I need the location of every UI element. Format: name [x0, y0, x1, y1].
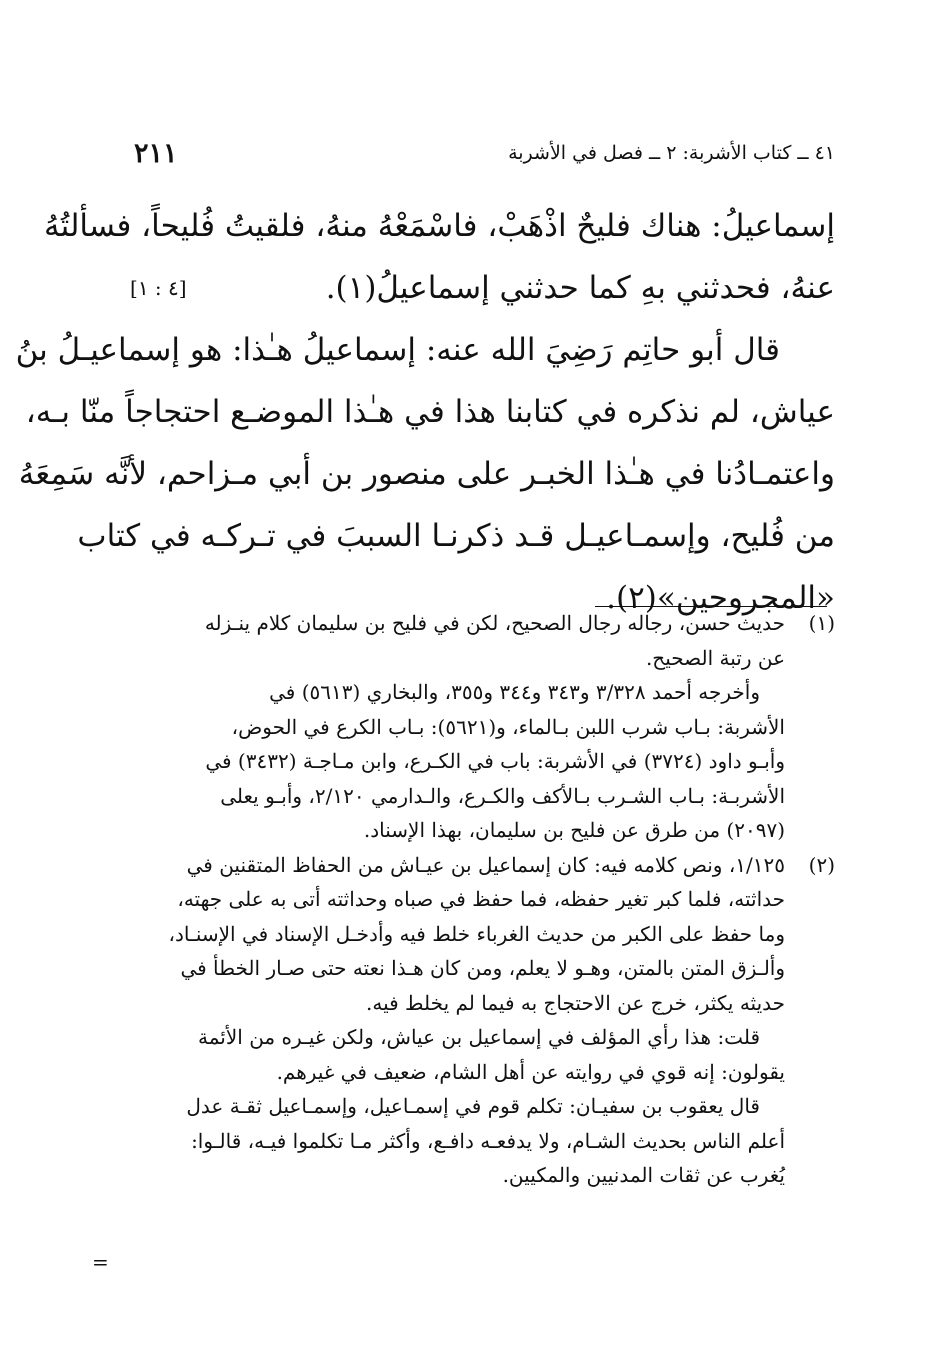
- page-header: [130, 138, 835, 174]
- footnote-line: [130, 710, 835, 745]
- footnote-text: أعلم الناس بحديث الشـام، ولا يدفعـه دافـع، وأكثر مـا تكلموا فيـه، قالـوا:: [191, 1128, 785, 1153]
- footnote-text: حداثته، فلما كبر تغير حفظه، فما حفظ في صباه وحداثته أتى به على جهته،: [177, 887, 785, 911]
- footnote-text: حديثه يكثر، خرج عن الاحتجاج به فيما لم يخلط فيه.: [366, 990, 785, 1015]
- footnote-text: وما حفظ على الكبر من حديث الغرباء خلط فيه وأدخـل الإسناد في الإسنـاد،: [168, 921, 785, 946]
- citation-reference: [٤ : ١]: [130, 276, 187, 300]
- footnote-text: قلت: هذا رأي المؤلف في إسماعيل بن عياش، ولكن غيـره من الأئمة: [198, 1025, 760, 1049]
- footnote-line: [130, 1089, 835, 1124]
- footnote-text: وألـزق المتن بالمتن، وهـو لا يعلم، ومن كان هـذا نعته حتى صـار الخطأ في: [180, 956, 785, 980]
- footnote-number: (٢): [808, 852, 835, 877]
- footnote-line: [130, 606, 835, 641]
- footnote-line: [130, 882, 835, 917]
- footnote-line: [130, 951, 835, 986]
- running-head: ٤١ ــ كتاب الأشربة: ٢ ــ فصل في الأشربة: [508, 142, 835, 164]
- main-line: من فُليح، وإسمـاعيـل قـد ذكرنـا السببَ في تـركـه في كتاب: [77, 518, 835, 554]
- footnote-line: [130, 986, 835, 1021]
- main-line: قال أبو حاتِم رَضِيَ الله عنه: إسماعيلُ هـٰذا: هو إسماعيـلُ بنُ: [15, 332, 780, 368]
- page-number: ٢١١: [134, 138, 178, 169]
- footnote-line: [130, 848, 835, 883]
- main-line: إسماعيلُ: هناك فليحٌ اذْهَبْ، فاسْمَعْهُ منهُ، فلقيتُ فُليحاً، فسألتُهُ: [43, 208, 835, 244]
- footnote-text: حديث حسن، رجاله رجال الصحيح، لكن في فليح بن سليمان كلام ينـزله: [204, 611, 785, 635]
- footnote-text: الأشربة: بـاب شرب اللبن بـالماء، و(٥٦٢١): بـاب الكرع في الحوض،: [231, 714, 785, 739]
- footnote-text: وأبـو داود (٣٧٢٤) في الأشربة: باب في الكـرع، وابن مـاجـة (٣٤٣٢) في: [205, 749, 785, 773]
- main-line: عياش، لم نذكره في كتابنا هذا في هـٰذا الموضـع احتجاجاً منّا بـه،: [25, 394, 835, 430]
- footnote-text: الأشربـة: بـاب الشـرب بـالأكف والكـرع، والـدارمي ٢/١٢٠، وأبـو يعلى: [220, 783, 785, 808]
- main-line-with-citation: [130, 257, 835, 319]
- footnote-line: [130, 813, 835, 848]
- main-line: «المجروحين»(٢).: [606, 580, 835, 616]
- footnote-line: [130, 675, 835, 710]
- margin-continuation-mark: =: [92, 1250, 109, 1274]
- footnote-text: يُغرب عن ثقات المدنيين والمكيين.: [502, 1163, 785, 1187]
- footnote-text: قال يعقوب بن سفيـان: تكلم قوم في إسمـاعيل، وإسمـاعيل ثقـة عدل: [186, 1094, 760, 1118]
- footnote-line: [130, 641, 835, 676]
- footnote-line: [130, 779, 835, 814]
- footnote-line: [130, 1020, 835, 1055]
- footnote-text: وأخرجه أحمد ٣/٣٢٨ و٣٤٣ و٣٤٤ و٣٥٥، والبخاري (٥٦١٣) في: [269, 680, 760, 704]
- footnotes: [130, 606, 835, 1193]
- footnote-line: [130, 1158, 835, 1193]
- footnote-number: (١): [808, 611, 835, 635]
- footnote-line: [130, 1055, 835, 1090]
- main-line: عنهُ، فحدثني بهِ كما حدثني إسماعيلُ(١).: [325, 270, 835, 306]
- footnote-line: [130, 917, 835, 952]
- main-text: [15, 195, 835, 629]
- footnote-text: يقولون: إنه قوي في روايته عن أهل الشام، ضعيف في غيرهم.: [276, 1059, 785, 1084]
- main-line: واعتمـادُنا في هـٰذا الخبـر على منصور بن أبي مـزاحم، لأنَّه سَمِعَهُ: [18, 456, 835, 492]
- footnote-text: (٢٠٩٧) من طرق عن فليح بن سليمان، بهذا الإسناد.: [363, 818, 785, 842]
- footnote-line: [130, 744, 835, 779]
- footnote-line: [130, 1124, 835, 1159]
- footnote-text: ١/١٢٥، ونص كلامه فيه: كان إسماعيل بن عيـاش من الحفاظ المتقنين في: [186, 852, 785, 877]
- footnote-text: عن رتبة الصحيح.: [645, 645, 785, 670]
